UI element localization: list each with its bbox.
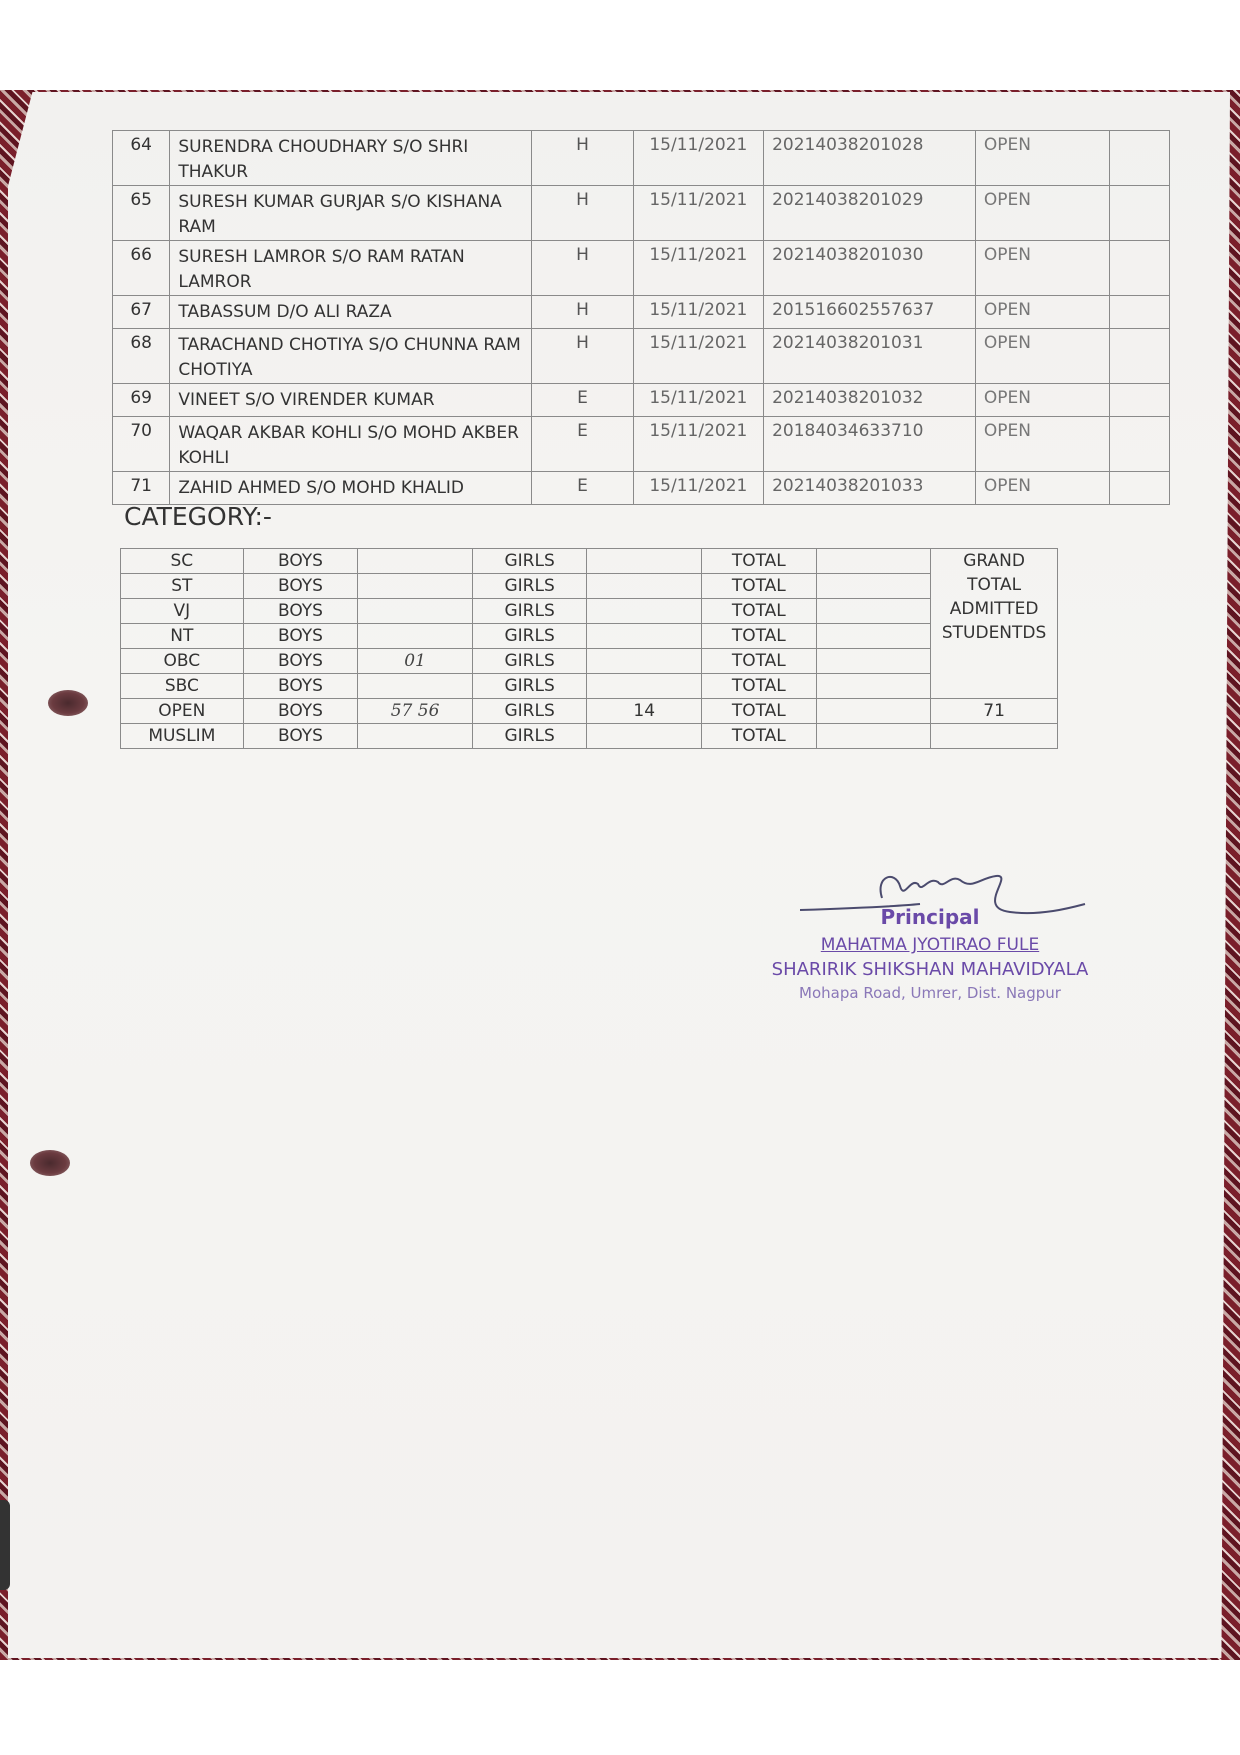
table-row [113, 131, 1170, 186]
total-label: TOTAL [702, 624, 817, 649]
category-row [121, 649, 1058, 674]
student-name: WAQAR AKBAR KOHLI S/O MOHD AKBER KOHLI [170, 417, 532, 472]
category-row [121, 599, 1058, 624]
category-title: CATEGORY:- [124, 502, 272, 531]
enrollment-number: 20214038201030 [764, 241, 976, 296]
serial-number: 69 [113, 384, 170, 417]
enrollment-number: 20214038201028 [764, 131, 976, 186]
total-count [816, 724, 931, 749]
stamp-line-1: MAHATMA JYOTIRAO FULE [820, 935, 1040, 955]
student-name: SURESH KUMAR GURJAR S/O KISHANA RAM [170, 186, 532, 241]
category-name: SC [121, 549, 244, 574]
enrollment-number: 20214038201031 [764, 329, 976, 384]
girls-count [587, 624, 702, 649]
admission-date: 15/11/2021 [633, 472, 763, 505]
admission-date: 15/11/2021 [633, 329, 763, 384]
girls-count [587, 549, 702, 574]
total-label: TOTAL [702, 549, 817, 574]
table-row [113, 472, 1170, 505]
girls-count [587, 674, 702, 699]
student-category: OPEN [975, 417, 1110, 472]
serial-number: 67 [113, 296, 170, 329]
medium-code: H [532, 241, 633, 296]
grand-total-label: GRAND TOTAL ADMITTED STUDENTDS [931, 549, 1058, 699]
total-count [816, 699, 931, 724]
enrollment-number: 201516602557637 [764, 296, 976, 329]
category-name: OBC [121, 649, 244, 674]
boys-count [358, 574, 473, 599]
medium-code: H [532, 329, 633, 384]
category-name: SBC [121, 674, 244, 699]
boys-count [358, 624, 473, 649]
total-count [816, 649, 931, 674]
enrollment-number: 20184034633710 [764, 417, 976, 472]
student-category: OPEN [975, 186, 1110, 241]
serial-number: 64 [113, 131, 170, 186]
serial-number: 70 [113, 417, 170, 472]
medium-code: E [532, 384, 633, 417]
punch-hole [30, 1150, 70, 1176]
boys-label: BOYS [243, 624, 358, 649]
category-name: OPEN [121, 699, 244, 724]
punch-hole [48, 690, 88, 716]
total-count [816, 549, 931, 574]
student-name: TABASSUM D/O ALI RAZA [170, 296, 532, 329]
boys-label: BOYS [243, 549, 358, 574]
boys-label: BOYS [243, 574, 358, 599]
boys-label: BOYS [243, 599, 358, 624]
total-count [816, 599, 931, 624]
girls-label: GIRLS [472, 649, 587, 674]
category-row [121, 574, 1058, 599]
table-row [113, 329, 1170, 384]
table-row [113, 241, 1170, 296]
boys-label: BOYS [243, 674, 358, 699]
medium-code: H [532, 131, 633, 186]
boys-count [358, 599, 473, 624]
admission-date: 15/11/2021 [633, 186, 763, 241]
boys-count: 57 56 [358, 699, 473, 724]
category-row [121, 624, 1058, 649]
girls-label: GIRLS [472, 624, 587, 649]
empty-cell [1110, 472, 1170, 505]
student-category: OPEN [975, 329, 1110, 384]
student-category: OPEN [975, 296, 1110, 329]
medium-code: H [532, 296, 633, 329]
girls-label: GIRLS [472, 549, 587, 574]
total-count [816, 674, 931, 699]
student-table [112, 130, 1170, 505]
student-category: OPEN [975, 472, 1110, 505]
serial-number: 68 [113, 329, 170, 384]
table-row [113, 296, 1170, 329]
edge-shadow [0, 1500, 10, 1590]
boys-count [358, 674, 473, 699]
college-stamp [760, 905, 1100, 1002]
boys-count [358, 549, 473, 574]
category-name: NT [121, 624, 244, 649]
boys-label: BOYS [243, 699, 358, 724]
empty-cell [1110, 131, 1170, 186]
empty-cell [1110, 296, 1170, 329]
total-count [816, 574, 931, 599]
girls-count [587, 574, 702, 599]
serial-number: 66 [113, 241, 170, 296]
empty-cell [1110, 186, 1170, 241]
table-row [113, 384, 1170, 417]
student-name: SURENDRA CHOUDHARY S/O SHRI THAKUR [170, 131, 532, 186]
boys-label: BOYS [243, 724, 358, 749]
category-row [121, 549, 1058, 574]
category-name: MUSLIM [121, 724, 244, 749]
serial-number: 71 [113, 472, 170, 505]
category-table [120, 548, 1058, 749]
girls-label: GIRLS [472, 724, 587, 749]
stamp-address: Mohapa Road, Umrer, Dist. Nagpur [799, 984, 1061, 1002]
stamp-role: Principal [880, 905, 980, 929]
medium-code: E [532, 417, 633, 472]
total-count [816, 624, 931, 649]
admission-date: 15/11/2021 [633, 241, 763, 296]
admission-date: 15/11/2021 [633, 131, 763, 186]
admission-date: 15/11/2021 [633, 384, 763, 417]
total-label: TOTAL [702, 699, 817, 724]
admission-date: 15/11/2021 [633, 417, 763, 472]
total-label: TOTAL [702, 599, 817, 624]
category-name: VJ [121, 599, 244, 624]
girls-count [587, 599, 702, 624]
medium-code: H [532, 186, 633, 241]
girls-label: GIRLS [472, 599, 587, 624]
grand-total-value: 71 [931, 699, 1058, 724]
category-row [121, 724, 1058, 749]
category-row [121, 674, 1058, 699]
student-name: ZAHID AHMED S/O MOHD KHALID [170, 472, 532, 505]
medium-code: E [532, 472, 633, 505]
empty-cell [1110, 417, 1170, 472]
empty-cell [1110, 384, 1170, 417]
total-label: TOTAL [702, 724, 817, 749]
category-name: ST [121, 574, 244, 599]
student-category: OPEN [975, 241, 1110, 296]
boys-count: 01 [358, 649, 473, 674]
category-row [121, 699, 1058, 724]
empty-cell [1110, 241, 1170, 296]
student-category: OPEN [975, 131, 1110, 186]
girls-label: GIRLS [472, 674, 587, 699]
enrollment-number: 20214038201029 [764, 186, 976, 241]
empty-cell [1110, 329, 1170, 384]
serial-number: 65 [113, 186, 170, 241]
girls-label: GIRLS [472, 699, 587, 724]
admission-date: 15/11/2021 [633, 296, 763, 329]
girls-count [587, 724, 702, 749]
table-row [113, 186, 1170, 241]
girls-count [587, 649, 702, 674]
total-label: TOTAL [702, 649, 817, 674]
table-row [113, 417, 1170, 472]
boys-label: BOYS [243, 649, 358, 674]
empty-cell [931, 724, 1058, 749]
girls-label: GIRLS [472, 574, 587, 599]
total-label: TOTAL [702, 674, 817, 699]
enrollment-number: 20214038201032 [764, 384, 976, 417]
student-name: TARACHAND CHOTIYA S/O CHUNNA RAM CHOTIYA [170, 329, 532, 384]
total-label: TOTAL [702, 574, 817, 599]
enrollment-number: 20214038201033 [764, 472, 976, 505]
student-category: OPEN [975, 384, 1110, 417]
boys-count [358, 724, 473, 749]
girls-count: 14 [587, 699, 702, 724]
student-name: SURESH LAMROR S/O RAM RATAN LAMROR [170, 241, 532, 296]
stamp-line-2: SHARIRIK SHIKSHAN MAHAVIDYALA [771, 959, 1089, 980]
student-name: VINEET S/O VIRENDER KUMAR [170, 384, 532, 417]
